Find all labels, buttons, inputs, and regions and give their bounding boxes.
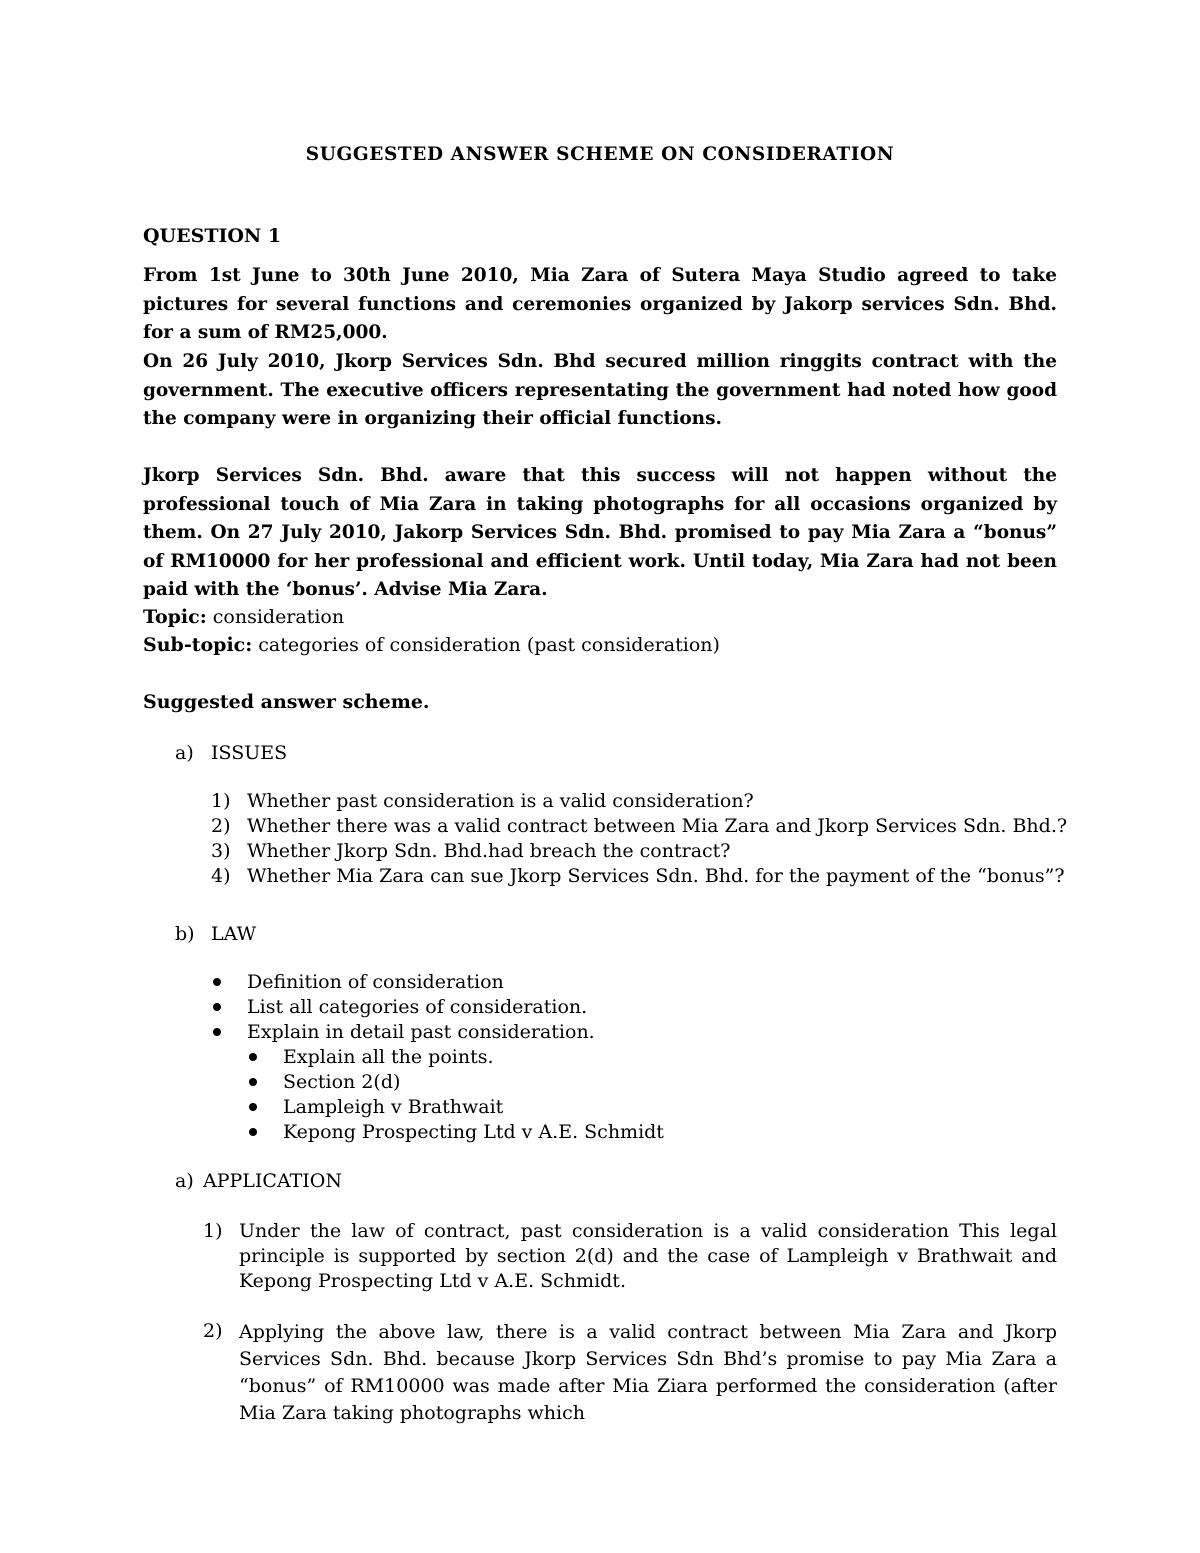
bullet-icon	[213, 1003, 221, 1011]
law-subtext-1: Explain all the points.	[283, 1046, 494, 1068]
law-subtext-2: Section 2(d)	[283, 1071, 401, 1093]
scheme-heading: Suggested answer scheme.	[143, 691, 430, 713]
bullet-icon	[249, 1103, 257, 1111]
topic-line	[143, 605, 344, 629]
issue-marker-3: 3)	[211, 840, 231, 862]
application-heading: APPLICATION	[203, 1170, 343, 1192]
issues-heading: ISSUES	[211, 742, 288, 764]
issue-marker-4: 4)	[211, 865, 231, 887]
question-paragraph-3: Jkorp Services Sdn. Bhd. aware that this success will not happen without the professional touch of Mia Zara in taking photographs for all occasions organized by them. On 27 July 2010, Jakorp Services Sdn. Bhd. promised to pay Mia Zara a “bonus” of RM10000 for her professional and efficient work. Until today, Mia Zara had not been paid with the ‘bonus’. Advise Mia Zara.	[143, 465, 1057, 601]
law-subtext-4: Kepong Prospecting Ltd v A.E. Schmidt	[283, 1121, 664, 1143]
bullet-icon	[249, 1078, 257, 1086]
law-heading: LAW	[211, 923, 257, 945]
issue-text-3: Whether Jkorp Sdn. Bhd.had breach the contract?	[247, 840, 731, 862]
issue-text-4: Whether Mia Zara can sue Jkorp Services Sdn. Bhd. for the payment of the “bonus”?	[247, 865, 1065, 887]
topic-value: consideration	[206, 606, 345, 628]
law-text-1: Definition of consideration	[247, 971, 504, 993]
bullet-icon	[213, 978, 221, 986]
bullet-icon	[213, 1028, 221, 1036]
topic-label: Topic:	[143, 606, 207, 628]
application-marker-1: 1)	[203, 1220, 223, 1242]
bullet-icon	[249, 1053, 257, 1061]
subtopic-value: categories of consideration (past consideration)	[252, 634, 720, 656]
issue-text-1: Whether past consideration is a valid consideration?	[247, 790, 754, 812]
issue-marker-1: 1)	[211, 790, 231, 812]
question-paragraph-2: On 26 July 2010, Jkorp Services Sdn. Bhd secured million ringgits contract with the government. The executive officers representating the government had noted how good the company were in organizing their official functions.	[143, 351, 1057, 430]
document-title: SUGGESTED ANSWER SCHEME ON CONSIDERATION	[305, 144, 895, 165]
question-heading: QUESTION 1	[143, 225, 282, 247]
issues-marker: a)	[175, 742, 194, 764]
law-text-3: Explain in detail past consideration.	[247, 1021, 595, 1043]
law-marker: b)	[175, 923, 195, 945]
law-text-2: List all categories of consideration.	[247, 996, 588, 1018]
issue-marker-2: 2)	[211, 815, 231, 837]
question-paragraph-1: From 1st June to 30th June 2010, Mia Zara of Sutera Maya Studio agreed to take pictures for several functions and ceremonies organized by Jakorp services Sdn. Bhd. for a sum of RM25,000.	[143, 265, 1057, 344]
application-text-1: Under the law of contract, past consideration is a valid consideration This legal principle is supported by section 2(d) and the case of Lampleigh v Brathwait and Kepong Prospecting Ltd v A.E. Schmidt.	[239, 1220, 1057, 1292]
application-marker: a)	[175, 1170, 194, 1192]
application-text-2: Applying the above law, there is a valid contract between Mia Zara and Jkorp Services Sdn. Bhd. because Jkorp Services Sdn Bhd’s promise to pay Mia Zara a “bonus” of RM10000 was made after Mia Ziara performed the consideration (after Mia Zara taking photographs which	[239, 1321, 1057, 1424]
subtopic-label: Sub-topic:	[143, 634, 253, 656]
bullet-icon	[249, 1128, 257, 1136]
law-subtext-3: Lampleigh v Brathwait	[283, 1096, 504, 1118]
subtopic-line	[143, 633, 720, 657]
application-marker-2: 2)	[203, 1320, 223, 1342]
issue-text-2: Whether there was a valid contract between Mia Zara and Jkorp Services Sdn. Bhd.?	[247, 815, 1068, 837]
